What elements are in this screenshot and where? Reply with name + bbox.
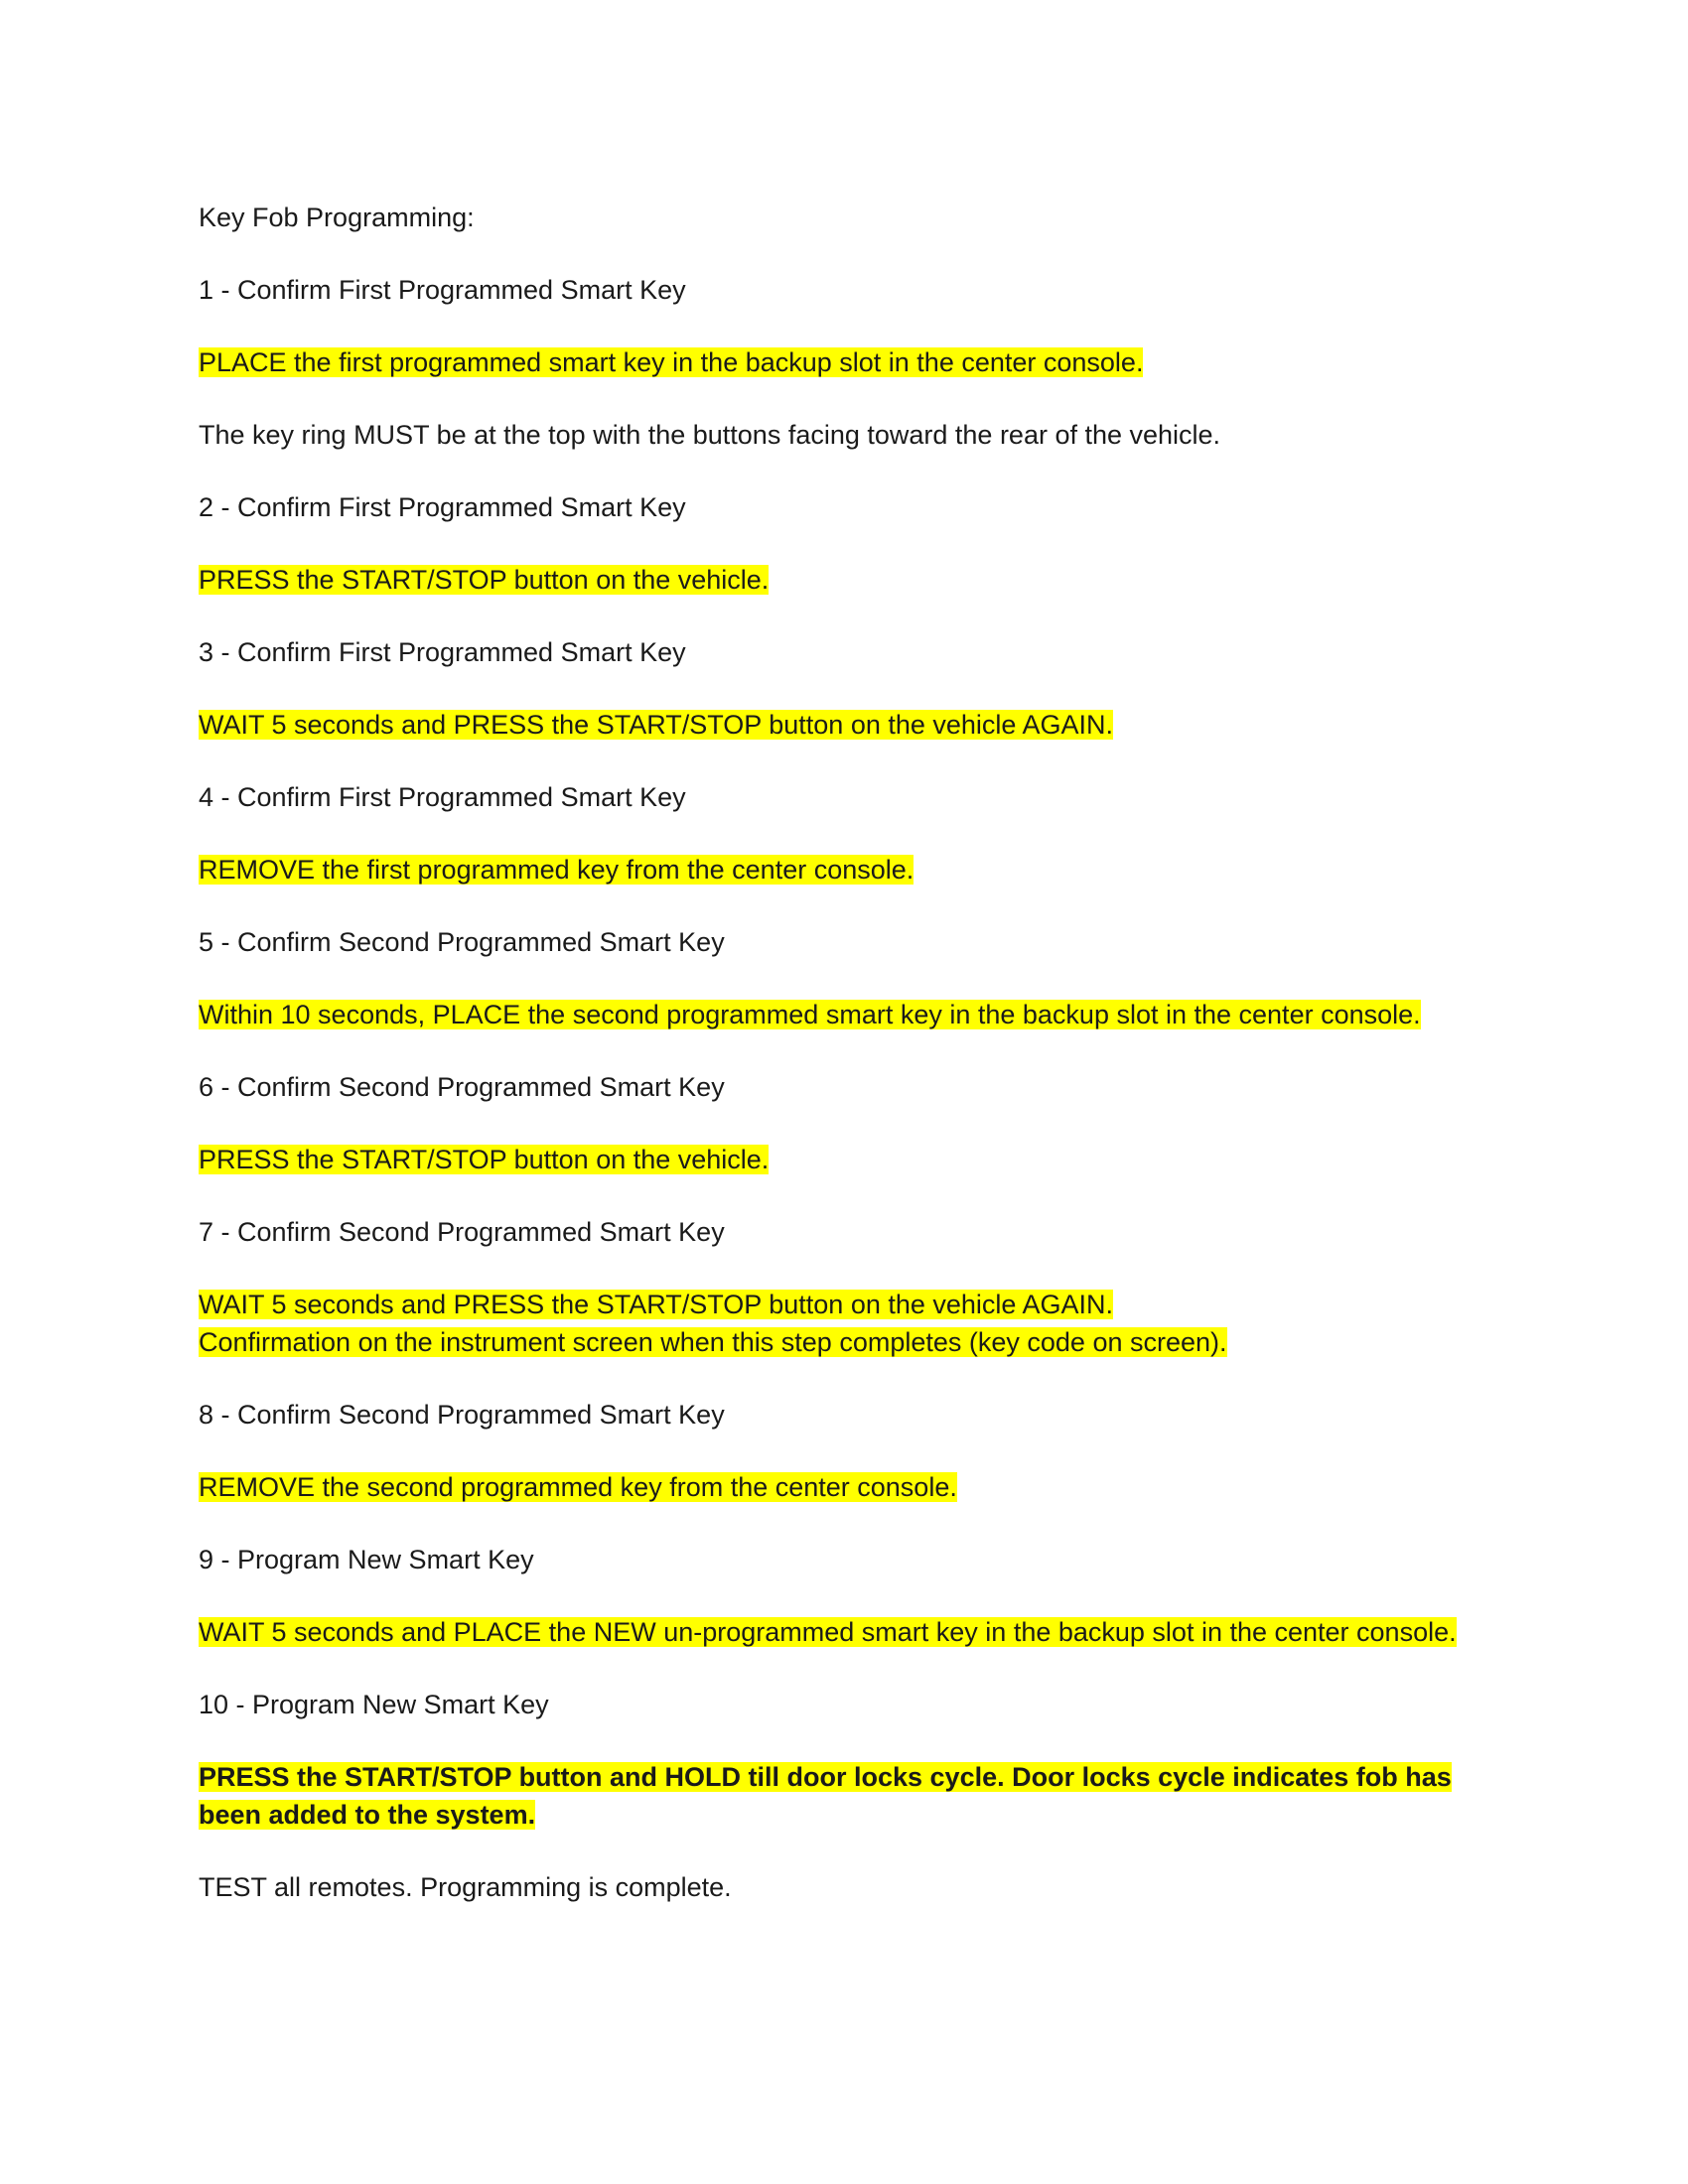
- step-5-heading: 5 - Confirm Second Programmed Smart Key: [199, 927, 725, 957]
- step-1-heading: 1 - Confirm First Programmed Smart Key: [199, 275, 686, 305]
- document-body: [199, 199, 1509, 1941]
- step-3-instruction: WAIT 5 seconds and PRESS the START/STOP button on the vehicle AGAIN.: [199, 710, 1113, 740]
- step-9-instruction: WAIT 5 seconds and PLACE the NEW un-programmed smart key in the backup slot in the center console.: [199, 1617, 1457, 1647]
- step-4-heading: 4 - Confirm First Programmed Smart Key: [199, 782, 686, 812]
- document-title: Key Fob Programming:: [199, 203, 475, 232]
- closing-note: TEST all remotes. Programming is complete.: [199, 1872, 732, 1902]
- step-5-instruction: Within 10 seconds, PLACE the second programmed smart key in the backup slot in the center console.: [199, 1000, 1421, 1029]
- step-8-instruction: REMOVE the second programmed key from the center console.: [199, 1472, 957, 1502]
- step-1-note: The key ring MUST be at the top with the buttons facing toward the rear of the vehicle.: [199, 420, 1221, 450]
- step-10-instruction: PRESS the START/STOP button and HOLD till door locks cycle. Door locks cycle indicates fob has been added to the system.: [199, 1762, 1452, 1830]
- step-1-instruction: PLACE the first programmed smart key in the backup slot in the center console.: [199, 347, 1144, 377]
- step-7-instruction: WAIT 5 seconds and PRESS the START/STOP button on the vehicle AGAIN.: [199, 1290, 1113, 1319]
- step-6-instruction: PRESS the START/STOP button on the vehicle.: [199, 1145, 770, 1174]
- step-3-heading: 3 - Confirm First Programmed Smart Key: [199, 637, 686, 667]
- step-8-heading: 8 - Confirm Second Programmed Smart Key: [199, 1400, 725, 1430]
- step-2-instruction: PRESS the START/STOP button on the vehicle.: [199, 565, 770, 595]
- step-2-heading: 2 - Confirm First Programmed Smart Key: [199, 492, 686, 522]
- step-4-instruction: REMOVE the first programmed key from the center console.: [199, 855, 914, 885]
- step-9-heading: 9 - Program New Smart Key: [199, 1545, 534, 1574]
- step-7-heading: 7 - Confirm Second Programmed Smart Key: [199, 1217, 725, 1247]
- step-6-heading: 6 - Confirm Second Programmed Smart Key: [199, 1072, 725, 1102]
- step-7-confirmation: Confirmation on the instrument screen when this step completes (key code on screen).: [199, 1327, 1227, 1357]
- step-10-heading: 10 - Program New Smart Key: [199, 1690, 549, 1719]
